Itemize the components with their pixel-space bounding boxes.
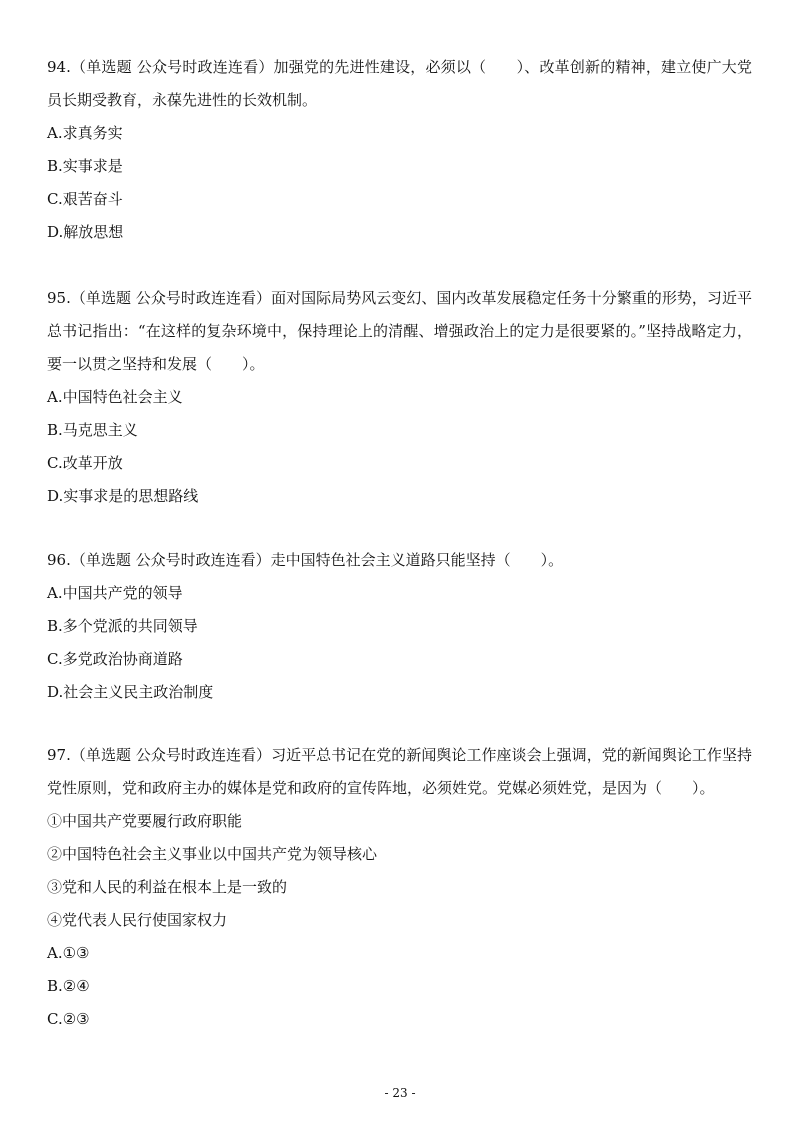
statement-4: ④党代表人民行使国家权力 — [47, 911, 228, 929]
option-a: A.①③ — [47, 944, 90, 962]
option-c: C.艰苦奋斗 — [47, 190, 123, 208]
option-b: B.实事求是 — [47, 157, 123, 175]
option-d: D.社会主义民主政治制度 — [47, 683, 214, 701]
page-number: - 23 - — [384, 1086, 416, 1100]
option-c: C.改革开放 — [47, 454, 123, 472]
option-a: A.中国共产党的领导 — [47, 584, 183, 602]
option-d: D.解放思想 — [47, 223, 124, 241]
option-d: D.实事求是的思想路线 — [47, 487, 199, 505]
question-stem: 94.（单选题 公众号时政连连看）加强党的先进性建设，必须以（ ）、改革创新的精神，建立使广大党员长期受教育，永葆先进性的长效机制。 — [47, 58, 752, 109]
option-list — [47, 937, 752, 1036]
question-95 — [47, 282, 752, 513]
question-stem: 96.（单选题 公众号时政连连看）走中国特色社会主义道路只能坚持（ ）。 — [47, 551, 564, 569]
question-97 — [47, 739, 752, 1036]
option-b: B.多个党派的共同领导 — [47, 617, 198, 635]
question-stem: 95.（单选题 公众号时政连连看）面对国际局势风云变幻、国内改革发展稳定任务十分繁重的形势，习近平总书记指出：“在这样的复杂环境中，保持理论上的清醒、增强政治上的定力是很要紧的。”坚持战略定力，要一以贯之坚持和发展（ ）。 — [47, 289, 752, 373]
option-a: A.求真务实 — [47, 124, 123, 142]
statement-1: ①中国共产党要履行政府职能 — [47, 812, 243, 830]
option-c: C.多党政治协商道路 — [47, 650, 183, 668]
statement-2: ②中国特色社会主义事业以中国共产党为领导核心 — [47, 845, 378, 863]
question-stem: 97.（单选题 公众号时政连连看）习近平总书记在党的新闻舆论工作座谈会上强调，党的新闻舆论工作坚持党性原则，党和政府主办的媒体是党和政府的宣传阵地，必须姓党。党媒必须姓党，是因为（ ）。 — [47, 746, 752, 797]
statement-3: ③党和人民的利益在根本上是一致的 — [47, 878, 288, 896]
option-list — [47, 117, 752, 249]
option-list — [47, 381, 752, 513]
statement-list — [47, 805, 752, 937]
option-c: C.②③ — [47, 1010, 90, 1028]
option-a: A.中国特色社会主义 — [47, 388, 183, 406]
option-list — [47, 577, 752, 709]
option-b: B.②④ — [47, 977, 90, 995]
question-94 — [47, 51, 752, 249]
option-b: B.马克思主义 — [47, 421, 138, 439]
question-96 — [47, 544, 752, 709]
